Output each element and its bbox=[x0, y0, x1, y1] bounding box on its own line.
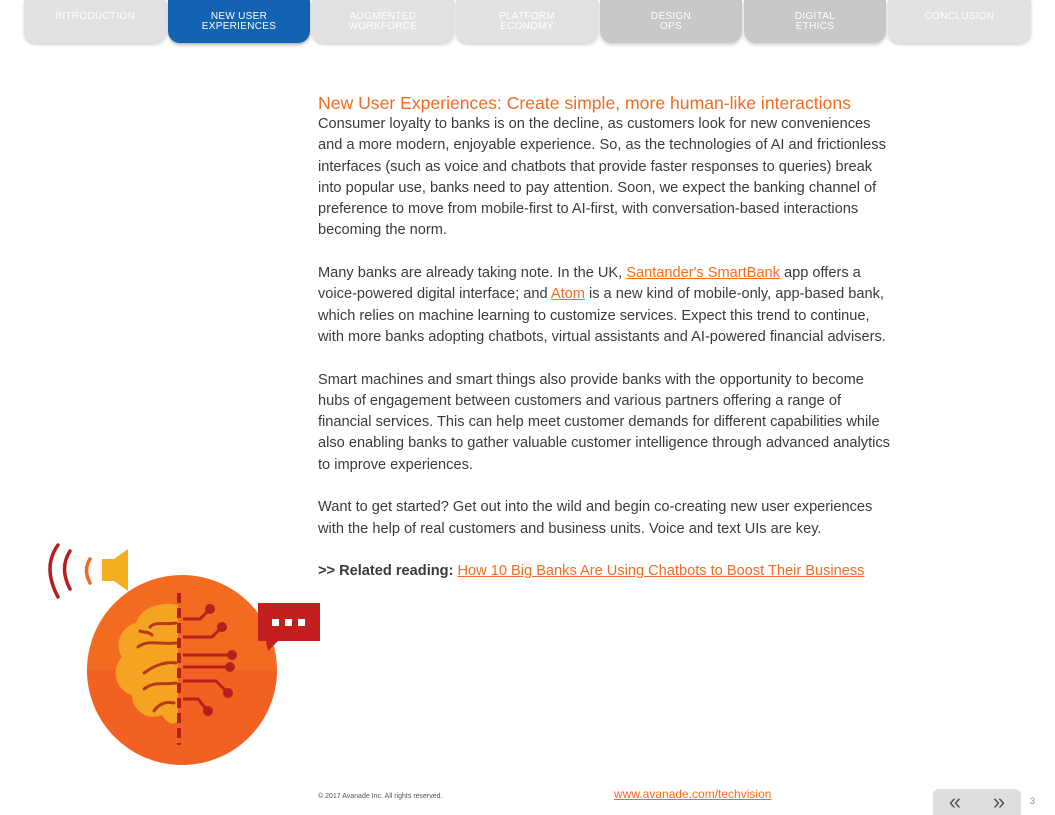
related-reading bbox=[318, 561, 898, 582]
tab-platform-economy[interactable] bbox=[456, 0, 598, 43]
speaker-icon bbox=[50, 545, 128, 597]
related-reading-label: >> Related reading: bbox=[318, 563, 454, 580]
related-reading-link[interactable]: How 10 Big Banks Are Using Chatbots to Boost Their Business bbox=[457, 563, 865, 580]
santander-smartbank-link[interactable]: Santander's SmartBank bbox=[626, 265, 780, 282]
tab-augmented-workforce[interactable] bbox=[312, 0, 454, 43]
section-nav bbox=[24, 0, 1032, 44]
article-heading: New User Experiences: Create simple, more human-like interactions bbox=[318, 93, 851, 113]
tab-label: PLATFORM ECONOMY bbox=[498, 11, 556, 32]
paragraph-4: Want to get started? Get out into the wild and begin co-creating new user experiences with the help of real customers and business units. Voice and text UIs are key. bbox=[318, 499, 873, 537]
tab-conclusion[interactable] bbox=[888, 0, 1031, 43]
tab-label: DIGITAL ETHICS bbox=[794, 11, 836, 32]
paragraph-2-text: Many banks are already taking note. In the UK, bbox=[318, 265, 627, 282]
paragraph-2 bbox=[318, 263, 898, 348]
article-body bbox=[318, 92, 898, 604]
chat-bubble-icon bbox=[258, 603, 320, 651]
footer-website-link[interactable]: www.avanade.com/techvision bbox=[614, 787, 772, 801]
paragraph-2-text: is a new kind of mobile-only, app-based bank, which relies on machine learning to customize services. Expect this trend to continue, with more banks adopting chatbots, virtual assistants and AI-powered financial advisers. bbox=[318, 286, 886, 345]
brain-icon bbox=[87, 575, 277, 765]
tab-label: CONCLUSION bbox=[924, 11, 995, 22]
previous-page-button[interactable]: « bbox=[948, 789, 962, 814]
next-page-button[interactable]: » bbox=[992, 789, 1006, 814]
paragraph-1: Consumer loyalty to banks is on the decline, as customers look for new conveniences and a more modern, enjoyable experience. So, as the technologies of AI and frictionless interfaces (such as voice and chatbots that provide faster responses to queries) break into popular use, banks need to pay attention. Soon, we expect the banking channel of preference to move from mobile-first to AI-first, with conversation-based interactions becoming the norm. bbox=[318, 116, 886, 239]
tab-digital-ethics[interactable] bbox=[744, 0, 886, 43]
page-number: 3 bbox=[1030, 796, 1036, 806]
atom-link[interactable]: Atom bbox=[550, 286, 585, 303]
tab-label: INTRODUCTION bbox=[54, 11, 136, 22]
page-navigation bbox=[933, 789, 1021, 815]
tab-label: DESIGN OPS bbox=[650, 11, 692, 32]
ai-brain-illustration bbox=[40, 535, 330, 775]
paragraph-2-text: app offers a voice-powered digital interface; and bbox=[318, 265, 861, 303]
copyright-notice: © 2017 Avanade Inc. All rights reserved. bbox=[318, 793, 443, 800]
paragraph-3: Smart machines and smart things also provide banks with the opportunity to become hubs of engagement between customers and various partners offering a range of financial services. This can help meet customer demands for different capabilities while also enabling banks to gather valuable customer intelligence through advanced analytics to improve experiences. bbox=[318, 371, 890, 473]
tab-new-user-experiences[interactable] bbox=[168, 0, 310, 43]
tab-label: NEW USER EXPERIENCES bbox=[201, 11, 277, 32]
tab-design-ops[interactable] bbox=[600, 0, 742, 43]
tab-label: AUGMENTED WORKFORCE bbox=[348, 11, 418, 32]
tab-introduction[interactable] bbox=[24, 0, 166, 43]
